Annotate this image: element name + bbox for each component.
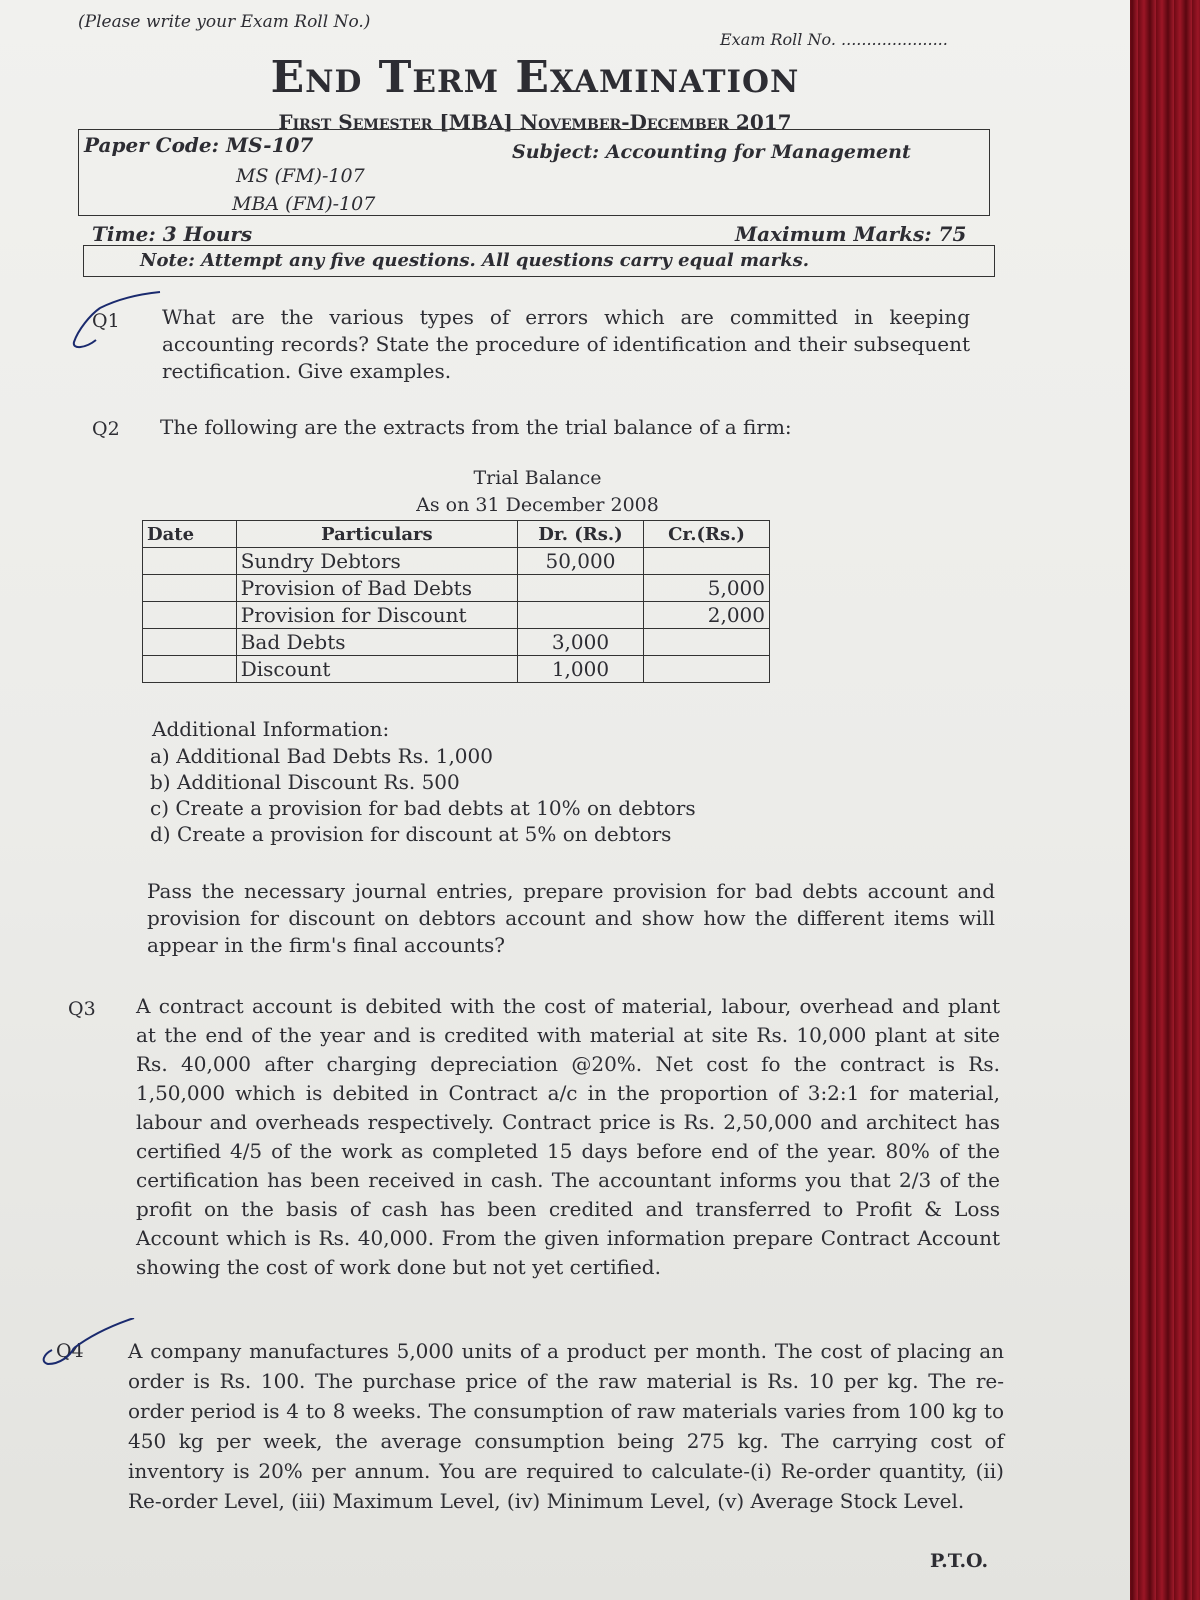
paper-code-alt-1: MS (FM)-107 xyxy=(236,165,365,187)
additional-info-heading: Additional Information: xyxy=(152,717,390,741)
cell-date xyxy=(143,575,237,602)
q3-text: A contract account is debited with the cost of material, labour, overhead and plant at the end of the year and is credited with material at site Rs. 10,000 plant at site Rs. 40,000 after charging depreciation @20%. Net cost fo the contract is Rs. 1,50,000 which is debited in Contract a/c in the proportion of 3:2:1 for material, labour and overheads respectively. Contract price is Rs. 2,50,000 and architect has certified 4/5 of the work as completed 15 days before end of the year. 80% of the certification has been received in cash. The accountant informs you that 2/3 of the profit on the basis of cash has been credited and transferred to Profit & Loss Account which is Rs. 40,000. From the given information prepare Contract Account showing the cost of work done but not yet certified. xyxy=(136,994,1000,1279)
cell-debit: 3,000 xyxy=(517,629,643,656)
paper-code: Paper Code: MS-107 xyxy=(84,133,314,157)
roll-number-hint: (Please write your Exam Roll No.) xyxy=(78,12,371,32)
cell-debit: 1,000 xyxy=(517,656,643,683)
col-credit: Cr.(Rs.) xyxy=(643,521,769,548)
cell-particulars: Sundry Debtors xyxy=(236,548,517,575)
cell-credit xyxy=(643,656,769,683)
cell-debit: 50,000 xyxy=(517,548,643,575)
cell-particulars: Provision for Discount xyxy=(236,602,517,629)
instructions-note: Note: Attempt any five questions. All questions carry equal marks. xyxy=(140,250,810,271)
pen-tick-mark-q1 xyxy=(60,290,180,360)
trial-balance-table xyxy=(142,520,770,683)
cell-date xyxy=(143,602,237,629)
col-particulars: Particulars xyxy=(236,521,517,548)
table-header-row xyxy=(143,521,770,548)
q1-text: What are the various types of errors which are committed in keeping accounting records? State the procedure of identification and their subsequent rectification. Give examples. xyxy=(162,305,970,383)
cell-date xyxy=(143,629,237,656)
q4-number: Q4 xyxy=(56,1340,84,1362)
cell-particulars: Discount xyxy=(236,656,517,683)
col-debit: Dr. (Rs.) xyxy=(517,521,643,548)
table-title: Trial Balance xyxy=(473,467,602,489)
time-allowed: Time: 3 Hours xyxy=(92,222,253,246)
table-row xyxy=(143,602,770,629)
paper-code-alt-2: MBA (FM)-107 xyxy=(232,193,376,215)
table-subtitle: As on 31 December 2008 xyxy=(416,494,659,516)
additional-item-a: a) Additional Bad Debts Rs. 1,000 xyxy=(150,744,493,768)
q4-text: A company manufactures 5,000 units of a product per month. The cost of placing an order is Rs. 100. The purchase price of the raw material is Rs. 10 per kg. The re-order period is 4 to 8 weeks. The consumption of raw materials varies from 100 kg to 450 kg per week, the average consumption being 275 kg. The carrying cost of inventory is 20% per annum. You are required to calculate-(i) Re-order quantity, (ii) Re-order Level, (iii) Maximum Level, (iv) Minimum Level, (v) Average Stock Level. xyxy=(128,1339,1004,1513)
red-curtain-background xyxy=(1120,0,1200,1600)
pen-tick-mark-q4 xyxy=(30,1318,150,1378)
additional-item-d: d) Create a provision for discount at 5% on debtors xyxy=(150,822,672,846)
table-row xyxy=(143,548,770,575)
table-row xyxy=(143,629,770,656)
cell-date xyxy=(143,656,237,683)
cell-date xyxy=(143,548,237,575)
q2-number: Q2 xyxy=(92,418,120,440)
q2-intro: The following are the extracts from the trial balance of a firm: xyxy=(160,415,792,439)
subject: Subject: Accounting for Management xyxy=(512,141,911,163)
cell-credit xyxy=(643,629,769,656)
q2-task: Pass the necessary journal entries, prepare provision for bad debts account and provision for discount on debtors account and show how the different items will appear in the firm's final accounts? xyxy=(147,879,995,957)
q3-number: Q3 xyxy=(68,998,96,1020)
q1-number: Q1 xyxy=(92,310,120,332)
cell-debit xyxy=(517,575,643,602)
table-row xyxy=(143,656,770,683)
col-date: Date xyxy=(143,521,237,548)
cell-debit xyxy=(517,602,643,629)
cell-credit xyxy=(643,548,769,575)
exam-roll-no-label: Exam Roll No. ..................... xyxy=(720,30,948,49)
cell-particulars: Provision of Bad Debts xyxy=(236,575,517,602)
semester-line: First Semester [MBA] November-December 2017 xyxy=(278,110,792,134)
exam-title: End Term Examination xyxy=(270,52,800,103)
cell-particulars: Bad Debts xyxy=(236,629,517,656)
cell-credit: 5,000 xyxy=(643,575,769,602)
additional-item-b: b) Additional Discount Rs. 500 xyxy=(150,770,460,794)
additional-item-c: c) Create a provision for bad debts at 10% on debtors xyxy=(150,796,696,820)
please-turn-over: P.T.O. xyxy=(930,1550,989,1572)
table-row xyxy=(143,575,770,602)
maximum-marks: Maximum Marks: 75 xyxy=(735,222,967,246)
cell-credit: 2,000 xyxy=(643,602,769,629)
